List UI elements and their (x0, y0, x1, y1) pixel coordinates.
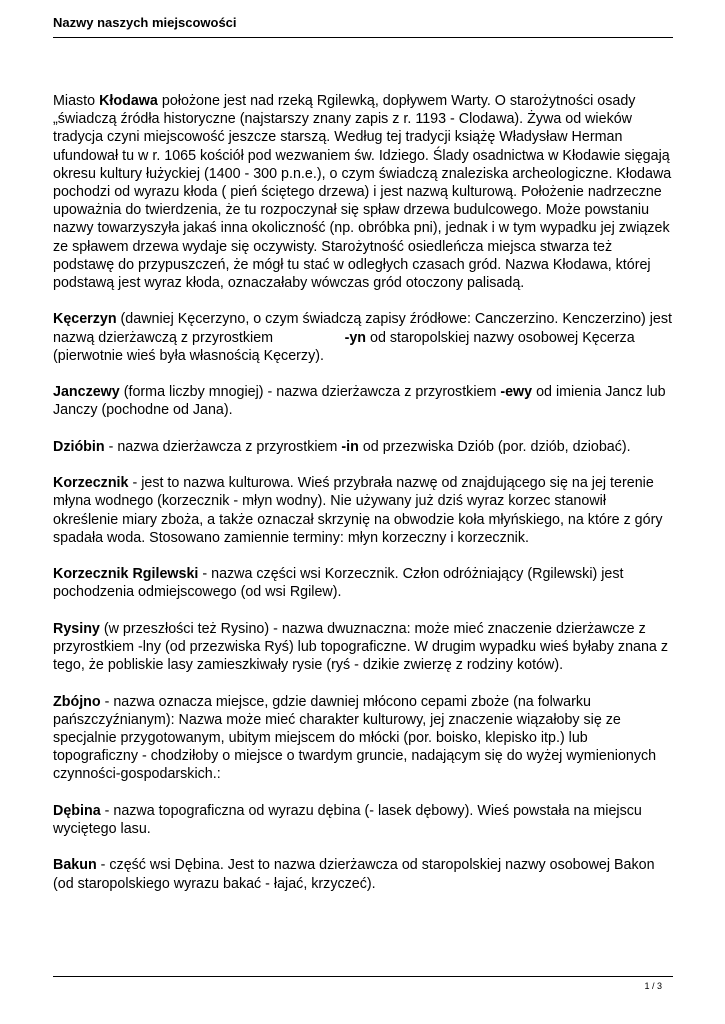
paragraph (53, 474, 675, 547)
paragraph (53, 802, 675, 838)
suffix-term: -in (341, 438, 359, 455)
place-name: Korzecznik (53, 475, 129, 492)
header-divider (53, 37, 673, 38)
document-title: Nazwy naszych miejscowości (53, 15, 237, 30)
place-name: Rysiny (53, 620, 100, 637)
place-name: Dębina (53, 802, 101, 819)
paragraph-lead: Miasto (53, 93, 100, 109)
paragraph-text: (w przeszłości też Rysino) - nazwa dwuznaczna: może mieć znaczenie dzierżawcze z przyrostkiem -lny (od przezwiska Ryś) lub topograficzne. W drugim wypadku wieś byłaby znana z tego, że pobliskie lasy zamieszkiwały rysie (ryś - dzikie zwierzę z rodziny kotów). (53, 620, 668, 674)
paragraph-text: (dawniej Kęcerzyno, o czym świadczą zapisy źródłowe: Canczerzino. Kenczerzino) jest nazwą dzierżawczą z przyrostkiem (53, 311, 676, 346)
paragraph-text: - nazwa oznacza miejsce, gdzie dawniej młócono cepami zboże (na folwarku pańszczyźnianym): Nazwa może mieć charakter kulturowy, jej znaczenie wiązałoby się ze specjalnie przygotowanym, ubitym miejscem do młócki (por. boisko, klepisko itp.) lub topograficzny - chodziłoby o miejsce o twardym gruncie, nadającym się do wyżej wymienionych czynności-gospodarskich.: (53, 693, 657, 783)
place-name: Kęcerzyn (53, 311, 117, 328)
page-number: 1 / 3 (644, 981, 662, 991)
paragraph-text: - nazwa części wsi Korzecznik. Człon odróżniający (Rgilewski) jest pochodzenia odmiejscowego (od wsi Rgilew). (53, 566, 624, 601)
paragraph-tail: od przezwiska Dziób (por. dziób, dziobać). (358, 438, 631, 455)
paragraph-tail: od imienia Jancz lub Janczy (pochodne od Jana). (53, 384, 666, 419)
paragraph-text: (forma liczby mnogiej) - nazwa dzierżawcza z przyrostkiem (119, 384, 501, 401)
paragraph-text: - nazwa dzierżawcza z przyrostkiem (104, 438, 342, 455)
paragraph (53, 310, 675, 365)
paragraph (53, 620, 675, 675)
place-name: Korzecznik Rgilewski (53, 566, 199, 583)
paragraph (53, 565, 675, 601)
suffix-term: -ewy (500, 384, 533, 401)
place-name: Kłodawa (99, 93, 158, 109)
paragraph-text: - część wsi Dębina. Jest to nazwa dzierżawcza od staropolskiej nazwy osobowej Bakon (od staropolskiego wyrazu bakać - łajać, krzyczeć). (53, 857, 655, 892)
footer-divider (53, 976, 673, 977)
paragraph (53, 693, 675, 784)
paragraph-tail: od staropolskiej nazwy osobowej Kęcerza (pierwotnie wieś była własnością Kęcerzy). (53, 329, 635, 364)
document-body (53, 92, 675, 911)
paragraph (53, 383, 675, 419)
page-header (53, 13, 673, 33)
paragraph (53, 438, 675, 456)
paragraph (53, 856, 675, 892)
place-name: Bakun (53, 857, 97, 874)
place-name: Zbójno (53, 693, 101, 710)
paragraph-text: położone jest nad rzeką Rgilewką, dopływem Warty. O starożytności osady „świadczą źródła historyczne (najstarszy znany zapis z r. 1193 - Clodawa). Żywa od wieków tradycja czyni miejscowość jeszcze starszą. Według tej tradycji książę Władysław Herman ufundował tu w r. 1065 kościół pod wezwaniem św. Idziego. Ślady osadnictwa w Kłodawie sięgają okresu kultury łużyckiej (1400 - 300 p.n.e.), o czym świadczą znaleziska archeologiczne. Kłodawa pochodzi od wyrazu kłoda ( pień ściętego drzewa) i jest nazwą kulturową. Położenie nadrzeczne upoważnia do twierdzenia, że tu rozpoczynał się spław drzewa budulcowego. Może powstaniu nazwy towarzyszyła jakaś inna okoliczność (np. obróbka pni), jednak i w tym wypadku jej związek ze spławem drzewa wydaje się oczywisty. Starożytność osiedleńcza miejsca stwarza też podstawę do przypuszczeń, że mógł tu stać w odległych czasach gród. Nazwa Kłodawa, której podstawą jest wyraz kłoda, oznaczałaby wówczas gród otoczony palisadą. (53, 93, 672, 292)
place-name: Janczewy (53, 384, 120, 401)
place-name: Dzióbin (53, 438, 105, 455)
suffix-term: -yn (344, 329, 367, 346)
paragraph-text: - jest to nazwa kulturowa. Wieś przybrała nazwę od znajdującego się na jej terenie młyna wodnego (korzecznik - młyn wodny). Nie używany już dziś wyraz korzec stanowił określenie miary zboża, a także oznaczał skrzynię na obwodzie koła młyńskiego, na które z góry spadała woda. Stosowano zamiennie terminy: młyn korzeczny i korzecznik. (53, 475, 663, 546)
paragraph-text: - nazwa topograficzna od wyrazu dębina (- lasek dębowy). Wieś powstała na miejscu wyciętego lasu. (53, 802, 642, 837)
paragraph (53, 92, 675, 292)
